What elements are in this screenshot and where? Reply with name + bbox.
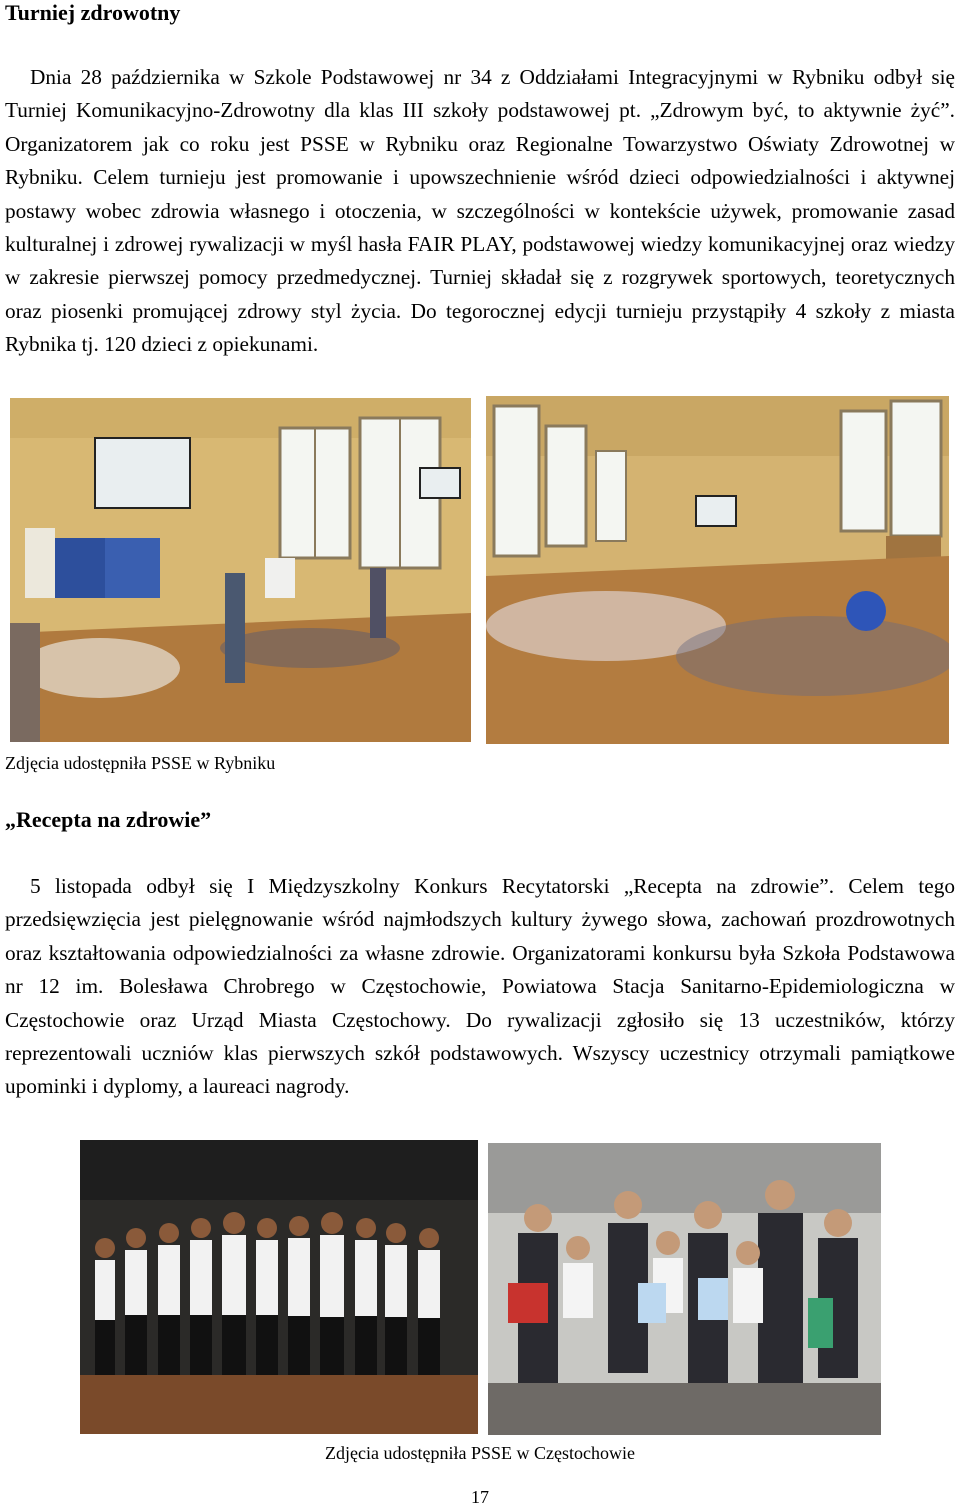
photo-stage-group <box>80 1140 478 1434</box>
page-number: 17 <box>471 1487 489 1507</box>
photo-caption-rybnik: Zdjęcia udostępniła PSSE w Rybniku <box>5 753 276 773</box>
paragraph-turniej: Dnia 28 października w Szkole Podstawowej nr 34 z Oddziałami Integracyjnymi w Rybniku odbył się Turniej Komunikacyjno-Zdrowotny dla klas III szkoły podstawowej pt. „Zdrowym być, to aktywnie żyć”. Organizatorem jak co roku jest PSSE w Rybniku oraz Regionalne Towarzystwo Oświaty Zdrowotnej w Rybniku. Celem turnieju jest promowanie i upowszechnienie wśród dzieci odpowiedzialności i aktywnej postawy wobec zdrowia własnego i otoczenia, w szczególności w kontekście używek, promowanie zasad kulturalnej i zdrowej rywalizacji w myśl hasła FAIR PLAY, podstawowej wiedzy komunikacyjnej oraz wiedzy w zakresie pierwszej pomocy przedmedycznej. Turniej składał się z rozgrywek sportowych, teoretycznych oraz piosenki promującej zdrowy styl życia. Do tegorocznej edycji turnieju przystąpiły 4 szkoły z miasta Rybnika tj. 120 dzieci z opiekunami. <box>5 65 955 357</box>
section-title-turniej: Turniej zdrowotny <box>5 0 181 25</box>
section-title-recepta: „Recepta na zdrowie” <box>5 807 212 832</box>
paragraph-recepta: 5 listopada odbył się I Międzyszkolny Konkurs Recytatorski „Recepta na zdrowie”. Celem tego przedsięwzięcia jest pielęgnowanie wśród najmłodszych kultury żywego słowa, zachowań prozdrowotnych oraz kształtowania odpowiedzialności za własne zdrowie. Organizatorami konkursu była Szkoła Podstawowa nr 12 im. Bolesława Chrobrego w Częstochowie, Powiatowa Stacja Sanitarno-Epidemiologiczna w Częstochowie oraz Urząd Miasta Częstochowy. Do rywalizacji zgłosiło się 13 uczestników, którzy reprezentowali uczniów klas pierwszych szkół podstawowych. Wszyscy uczestnicy otrzymali pamiątkowe upominki i dyplomy, a laureaci nagrody. <box>5 874 955 1099</box>
photo-gym-left <box>10 398 471 742</box>
photo-caption-czestochowa: Zdjęcia udostępniła PSSE w Częstochowie <box>325 1443 635 1463</box>
photo-gym-right <box>486 396 949 744</box>
photo-award-group <box>488 1143 881 1435</box>
